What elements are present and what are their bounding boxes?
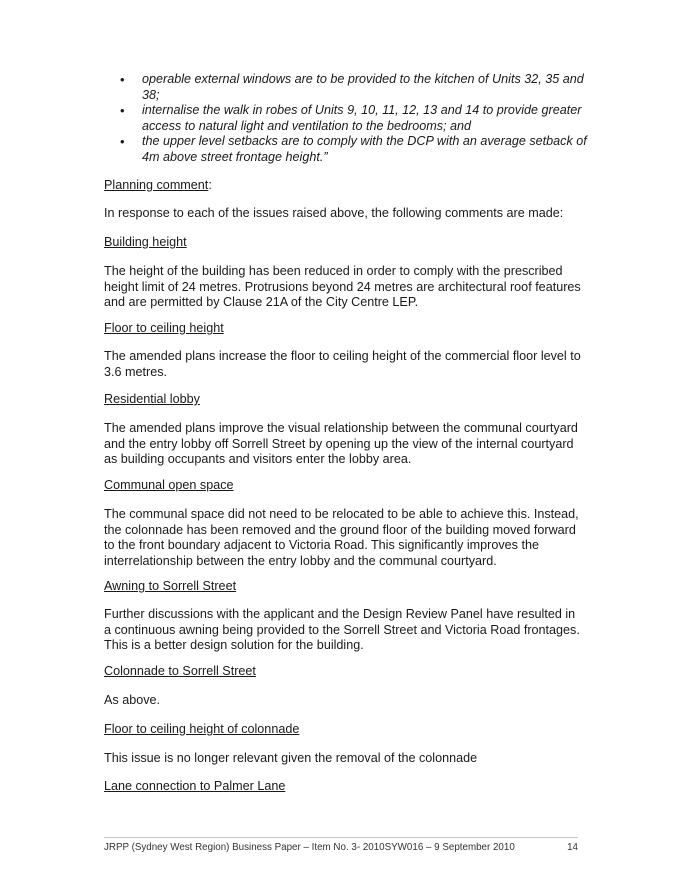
section-body: The communal space did not need to be relocated to be able to achieve this. Instead, the colonnade has been removed and the ground floor of the building moved forward to the front boundary adjacent to Victoria Road. This significantly improves the interrelationship between the entry lobby and the communal courtyard.: [104, 507, 579, 568]
bullet-item: • operable external windows are to be provided to the kitchen of Units 32, 35 and 38;: [120, 72, 584, 102]
page-number: 14: [567, 842, 578, 853]
intro-paragraph: In response to each of the issues raised above, the following comments are made:: [104, 206, 564, 220]
section-body: The height of the building has been reduced in order to comply with the prescribed height limit of 24 metres. Protrusions beyond 24 metres are architectural roof features and are permitted by Clause 21A of the City Centre LEP.: [104, 264, 581, 310]
section-heading: Lane connection to Palmer Lane: [104, 779, 286, 793]
section-heading: Floor to ceiling height: [104, 321, 224, 335]
section-body: As above.: [104, 693, 161, 707]
bullet-item: • internalise the walk in robes of Units 9, 10, 11, 12, 13 and 14 to provide greater access to natural light and ventilation to the bedrooms; and: [120, 103, 582, 133]
section-heading: Colonnade to Sorrell Street: [104, 664, 256, 678]
footer-text: JRPP (Sydney West Region) Business Paper – Item No. 3- 2010SYW016 – 9 September 2010: [104, 842, 515, 853]
bullet-list: [118, 72, 588, 166]
section-heading: Building height: [104, 235, 187, 249]
planning-comment-heading: Planning comment:: [104, 178, 212, 192]
bullet-icon: •: [120, 72, 125, 87]
section-heading: Communal open space: [104, 478, 234, 492]
section-heading: Floor to ceiling height of colonnade: [104, 722, 300, 736]
section-body: The amended plans increase the floor to ceiling height of the commercial floor level to 3.6 metres.: [104, 349, 581, 379]
section-body: The amended plans improve the visual relationship between the communal courtyard and the entry lobby off Sorrell Street by opening up the view of the internal courtyard as building occupants and visitors enter the lobby area.: [104, 421, 578, 467]
section-heading: Awning to Sorrell Street: [104, 579, 237, 593]
section-body: Further discussions with the applicant and the Design Review Panel have resulted in a continuous awning being provided to the Sorrell Street and Victoria Road frontages. This is a better design solution for the building.: [104, 607, 580, 653]
bullet-item: • the upper level setbacks are to comply with the DCP with an average setback of 4m above street frontage height.”: [120, 134, 587, 164]
footer-divider: [104, 837, 578, 838]
section-body: This issue is no longer relevant given the removal of the colonnade: [104, 751, 478, 765]
section-heading: Residential lobby: [104, 392, 200, 406]
page-footer: [104, 842, 578, 853]
bullet-icon: •: [120, 103, 125, 119]
bullet-icon: •: [120, 134, 125, 150]
